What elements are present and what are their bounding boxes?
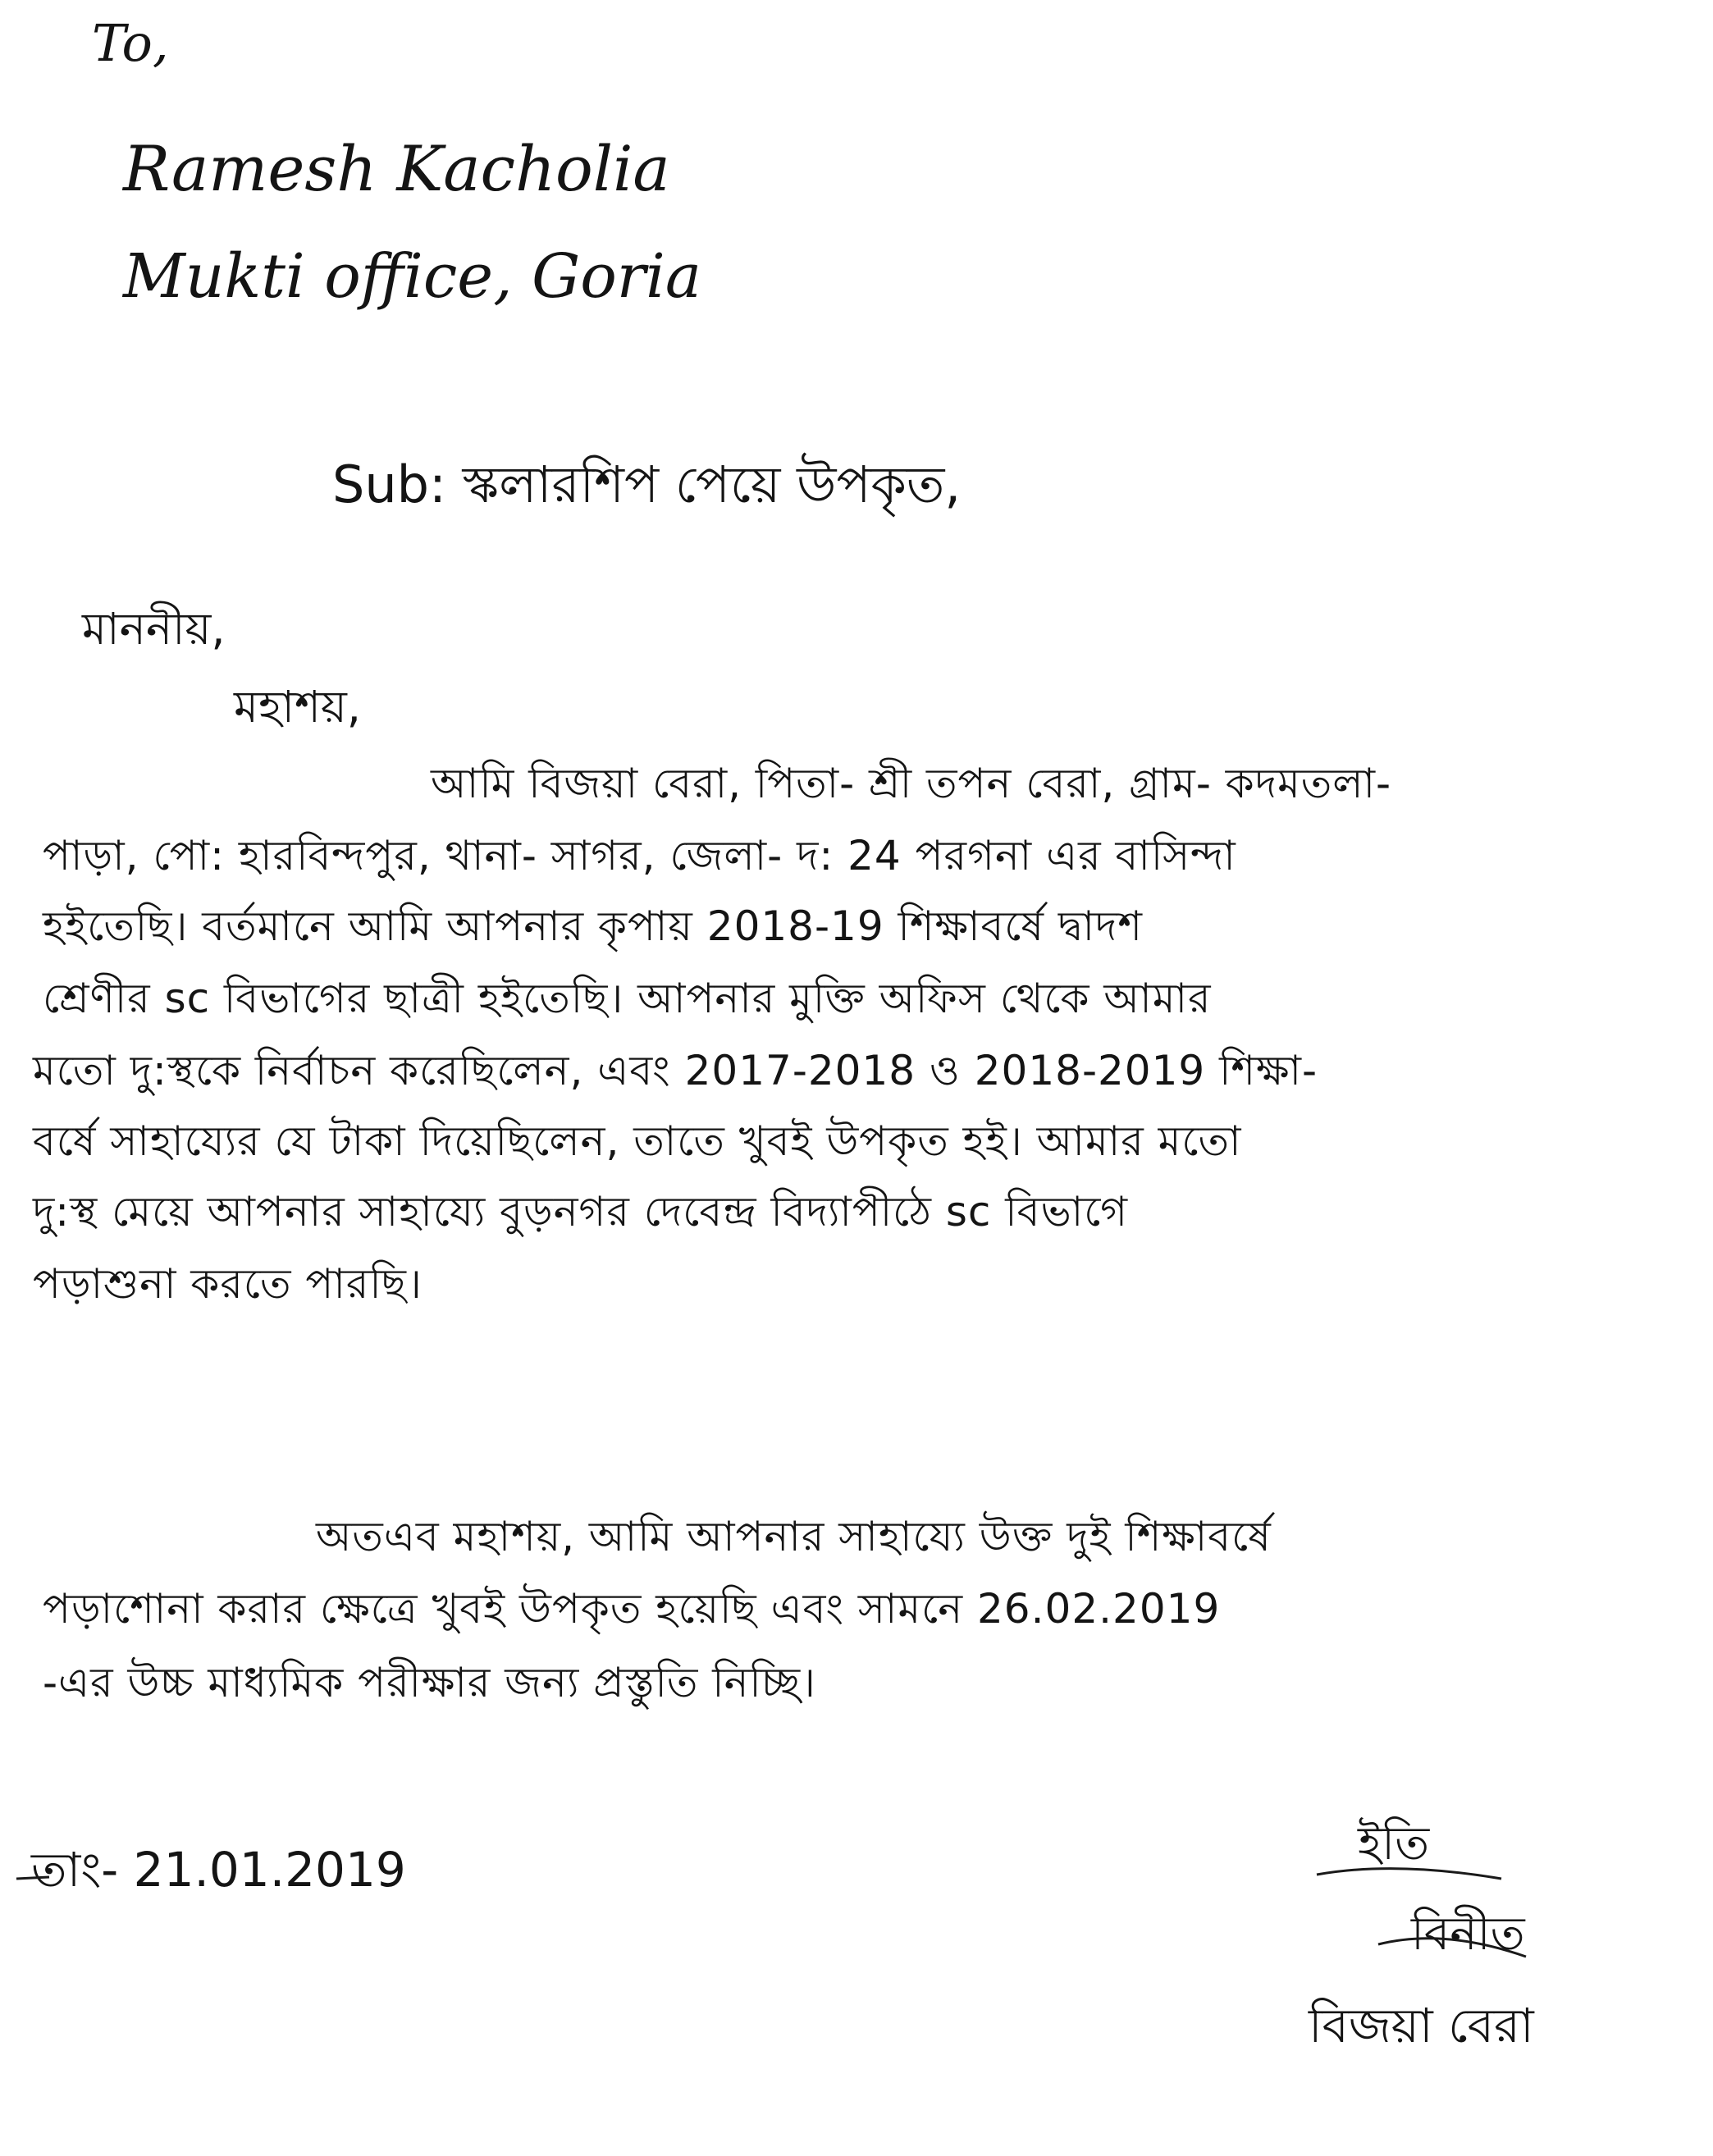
signature: বিজয়া বেরা [1309,1998,1534,2053]
body-line: বর্ষে সাহায্যের যে টাকা দিয়েছিলেন, তাতে খুবই উপকৃত হই। আমার মতো [33,1117,1242,1165]
addressee-name: Ramesh Kacholia [123,132,670,205]
subject-line: Sub: স্কলারশিপ পেয়ে উপকৃত, [332,454,962,514]
body-line: মতো দু:স্থকে নির্বাচন করেছিলেন, এবং 2017-2018 ও 2018-2019 শিক্ষা- [33,1047,1318,1094]
body-line: শ্রেণীর sc বিভাগের ছাত্রী হইতেছি। আপনার মুক্তি অফিস থেকে আমার [43,975,1212,1022]
body-line: পড়াশুনা করতে পারছি। [33,1260,423,1308]
closing-iti: ইতি [1358,1817,1430,1871]
closing-paragraph-line: পড়াশোনা করার ক্ষেত্রে খুবই উপকৃত হয়েছি এবং সামনে 26.02.2019 [43,1585,1221,1633]
body-line: দু:স্থ মেয়ে আপনার সাহায্যে বুড়নগর দেবেন্দ্র বিদ্যাপীঠে sc বিভাগে [33,1188,1129,1236]
letter-date: তাং- 21.01.2019 [31,1842,406,1898]
closing-binito: বিনীত [1411,1907,1525,1961]
salutation-honorific: মাননীয়, [82,603,226,655]
body-line: হইতেছি। বর্তমানে আমি আপনার কৃপায় 2018-19 শিক্ষাবর্ষে দ্বাদশ [43,902,1143,950]
body-line: পাড়া, পো: হারবিন্দপুর, থানা- সাগর, জেলা- দ: 24 পরগনা এর বাসিন্দা [43,832,1236,879]
to-label: To, [92,13,169,73]
closing-paragraph-line: অতএব মহাশয়, আমি আপনার সাহায্যে উক্ত দুই শিক্ষাবর্ষে [316,1513,1272,1560]
body-line: আমি বিজয়া বেরা, পিতা- শ্রী তপন বেরা, গ্রাম- কদমতলা- [431,760,1392,807]
closing-paragraph-line: -এর উচ্চ মাধ্যমিক পরীক্ষার জন্য প্রস্তুতি নিচ্ছি। [43,1659,816,1706]
addressee-office: Mukti office, Goria [123,241,701,312]
salutation-sir: মহাশয়, [234,681,361,733]
